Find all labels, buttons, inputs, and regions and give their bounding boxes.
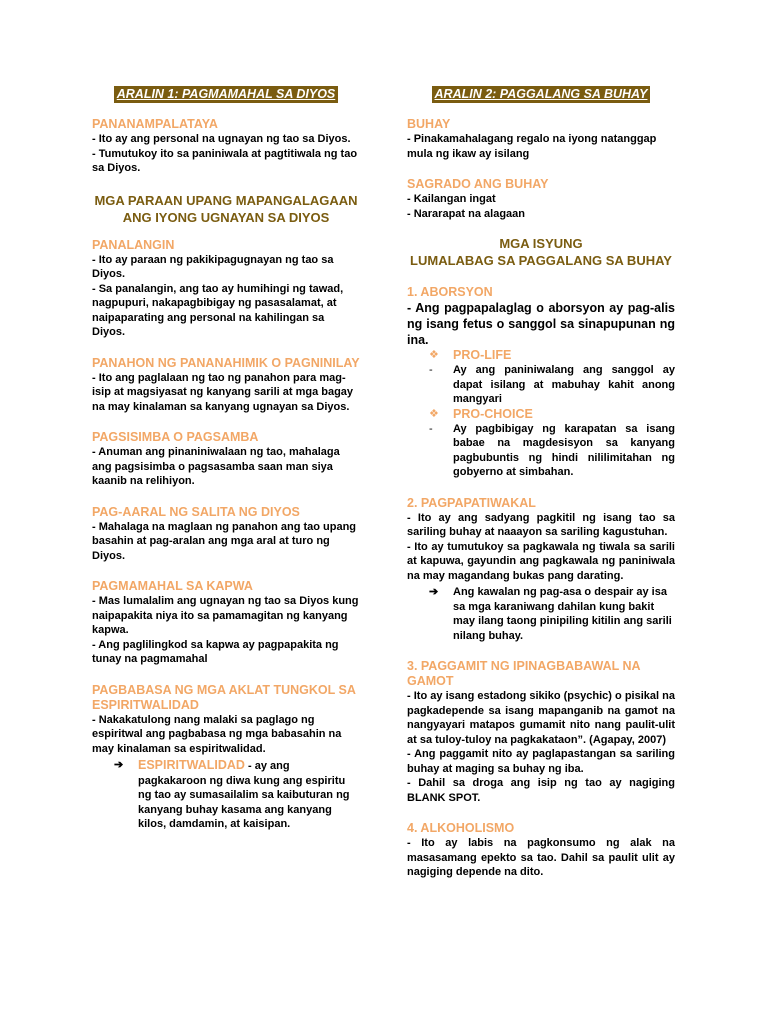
heading-panalangin: PANALANGIN	[92, 237, 175, 252]
arrow-right-icon: ➔	[114, 759, 124, 771]
left-column	[92, 86, 360, 832]
paragraph: - Nararapat na alagaan	[407, 207, 525, 220]
heading-line: LUMALABAG SA PAGGALANG SA BUHAY	[410, 253, 672, 268]
paragraph: - Mahalaga na maglaan ng panahon ang tao upang basahin at pag-aralan ang mga aral at turo ng Diyos.	[92, 520, 357, 562]
paragraph: - Ang paggamit nito ay paglapastangan sa sariling buhay at maging sa buhay ng iba.	[407, 748, 675, 775]
paragraph: - Anuman ang pinaniniwalaan ng tao, mahalaga ang pagsisimba o pagsasamba saan man siya kaanib na relihiyon.	[92, 446, 340, 487]
paragraph: - Kailangan ingat	[407, 193, 496, 205]
heading-line: MGA ISYUNG	[499, 236, 583, 251]
paragraph: - Ito ay isang estadong sikiko (psychic) o pisikal na pagkadepende sa isang mapanganib na gamot na nangyayari matapos gumamit nito nang paulit-ulit at sa tuloy-tuloy na pagkakataon”. (Agapay, 2007)	[407, 690, 675, 746]
term-espiritwalidad: ESPIRITWALIDAD	[138, 758, 245, 772]
heading-paggamit-ng-gamot: 3. PAGGAMIT NG IPINAGBABAWAL NA GAMOT	[407, 659, 641, 688]
list-item	[429, 363, 675, 407]
paragraph: - Tumutukoy ito sa paniniwala at pagtitiwala ng tao sa Diyos.	[92, 147, 358, 174]
diamond-bullet-icon: ❖	[429, 349, 439, 361]
dash-bullet: -	[429, 364, 433, 376]
paragraph: - Ito ay ang personal na ugnayan ng tao sa Diyos.	[92, 133, 351, 145]
list-item	[429, 585, 675, 643]
paragraph: Ang kawalan ng pag-asa o despair ay isa sa mga karaniwang dahilan kung bakit may ilang taong pinipiling kitilin ang sarili nilang buhay.	[453, 586, 672, 642]
paragraph: - Dahil sa droga ang isip ng tao ay nagiging BLANK SPOT.	[407, 777, 675, 804]
label-pro-choice: PRO-CHOICE	[453, 406, 533, 421]
paragraph: - Ito ay labis na pagkonsumo ng alak na masasamang epekto sa tao. Dahil sa paulit ulit ay nagiging depende na dito.	[407, 837, 675, 878]
paragraph: Ay ang paniniwalang ang sanggol ay dapat isilang at mabuhay kahit anong mangyari	[453, 364, 675, 405]
lesson-2-title: ARALIN 2: PAGGALANG SA BUHAY	[432, 86, 651, 103]
heading-pagmamahal-sa-kapwa: PAGMAMAHAL SA KAPWA	[92, 579, 253, 593]
heading-pag-aaral: PAG-AARAL NG SALITA NG DIYOS	[92, 504, 300, 519]
list-item	[429, 422, 675, 480]
heading-pagpapatiwakal: 2. PAGPAPATIWAKAL	[407, 495, 536, 510]
definition-text: - ay ang pagkakaroon ng diwa kung ang espiritu ng tao ay sumasailalim sa kaibuturan ng kanyang buhay kasama ang kanyang kilos, damdamin, at kaisipan.	[138, 760, 350, 830]
heading-aborsyon: 1. ABORSYON	[407, 285, 493, 299]
heading-panahon: PANAHON NG PANANAHIMIK O PAGNINILAY	[92, 355, 360, 370]
list-item	[429, 407, 675, 422]
paragraph: - Ang paglilingkod sa kapwa ay pagpapakita ng tunay na pagmamahal	[92, 638, 339, 665]
heading-pagsisimba: PAGSISIMBA O PAGSAMBA	[92, 430, 259, 444]
paragraph: - Mas lumalalim ang ugnayan ng tao sa Diyos kung naipapakita niya ito sa pamamagitan ng kanyang kapwa.	[92, 595, 359, 636]
heading-pagbabasa: PAGBABASA NG MGA AKLAT TUNGKOL SA ESPIRITWALIDAD	[92, 682, 356, 712]
heading-sagrado: SAGRADO ANG BUHAY	[407, 177, 549, 191]
label-pro-life: PRO-LIFE	[453, 348, 512, 362]
paragraph: - Nakakatulong nang malaki sa paglago ng espiritwal ang pagbabasa ng mga babasahin na may kinalaman sa espiritwalidad.	[92, 713, 342, 755]
heading-mga-isyung	[407, 235, 675, 269]
heading-buhay: BUHAY	[407, 117, 451, 131]
heading-alkoholismo: 4. ALKOHOLISMO	[407, 821, 515, 835]
list-item	[429, 348, 675, 363]
heading-mga-paraan: MGA PARAAN UPANG MAPANGALAGAAN ANG IYONG UGNAYAN SA DIYOS	[94, 192, 358, 225]
dash-bullet: -	[429, 422, 433, 435]
list-item	[114, 758, 360, 832]
paragraph: - Ang pagpapalaglag o aborsyon ay pag-alis ng isang fetus o sanggol sa sinapupunan ng ina.	[407, 301, 675, 347]
paragraph: - Ito ay tumutukoy sa pagkawala ng tiwala sa sarili at kapuwa, gayundin ang pagkawala ng paniniwala na may magandang bukas pang darating.	[407, 540, 675, 582]
paragraph: - Ito ay ang sadyang pagkitil ng isang tao sa sariling buhay at naaayon sa sariling kagustuhan.	[407, 511, 675, 538]
heading-pananampalataya: PANANAMPALATAYA	[92, 117, 218, 131]
diamond-bullet-icon: ❖	[429, 407, 439, 420]
paragraph: - Ito ay paraan ng pakikipagugnayan ng tao sa Diyos.	[92, 253, 334, 280]
arrow-right-icon: ➔	[429, 586, 439, 598]
paragraph: - Sa panalangin, ang tao ay humihingi ng tawad, nagpupuri, nakapagbibigay ng pasasalamat, at naipaparating ang personal na kahilingan sa Diyos.	[92, 282, 344, 338]
lesson-1-title: ARALIN 1: PAGMAMAHAL SA DIYOS	[114, 86, 339, 103]
paragraph: - Ito ang paglalaan ng tao ng panahon para mag-isip at magsiyasat ng kanyang sarili at mga bagay na may kinalaman sa kanyang ugnayan sa Diyos.	[92, 371, 354, 413]
right-column	[407, 86, 675, 880]
paragraph: Ay pagbibigay ng karapatan sa isang babae na magdesisyon sa kanyang pagbubuntis ng hindi nililimitahan ng gobyerno at simbahan.	[453, 422, 675, 478]
paragraph: - Pinakamahalagang regalo na iyong natanggap mula ng ikaw ay isilang	[407, 133, 657, 160]
